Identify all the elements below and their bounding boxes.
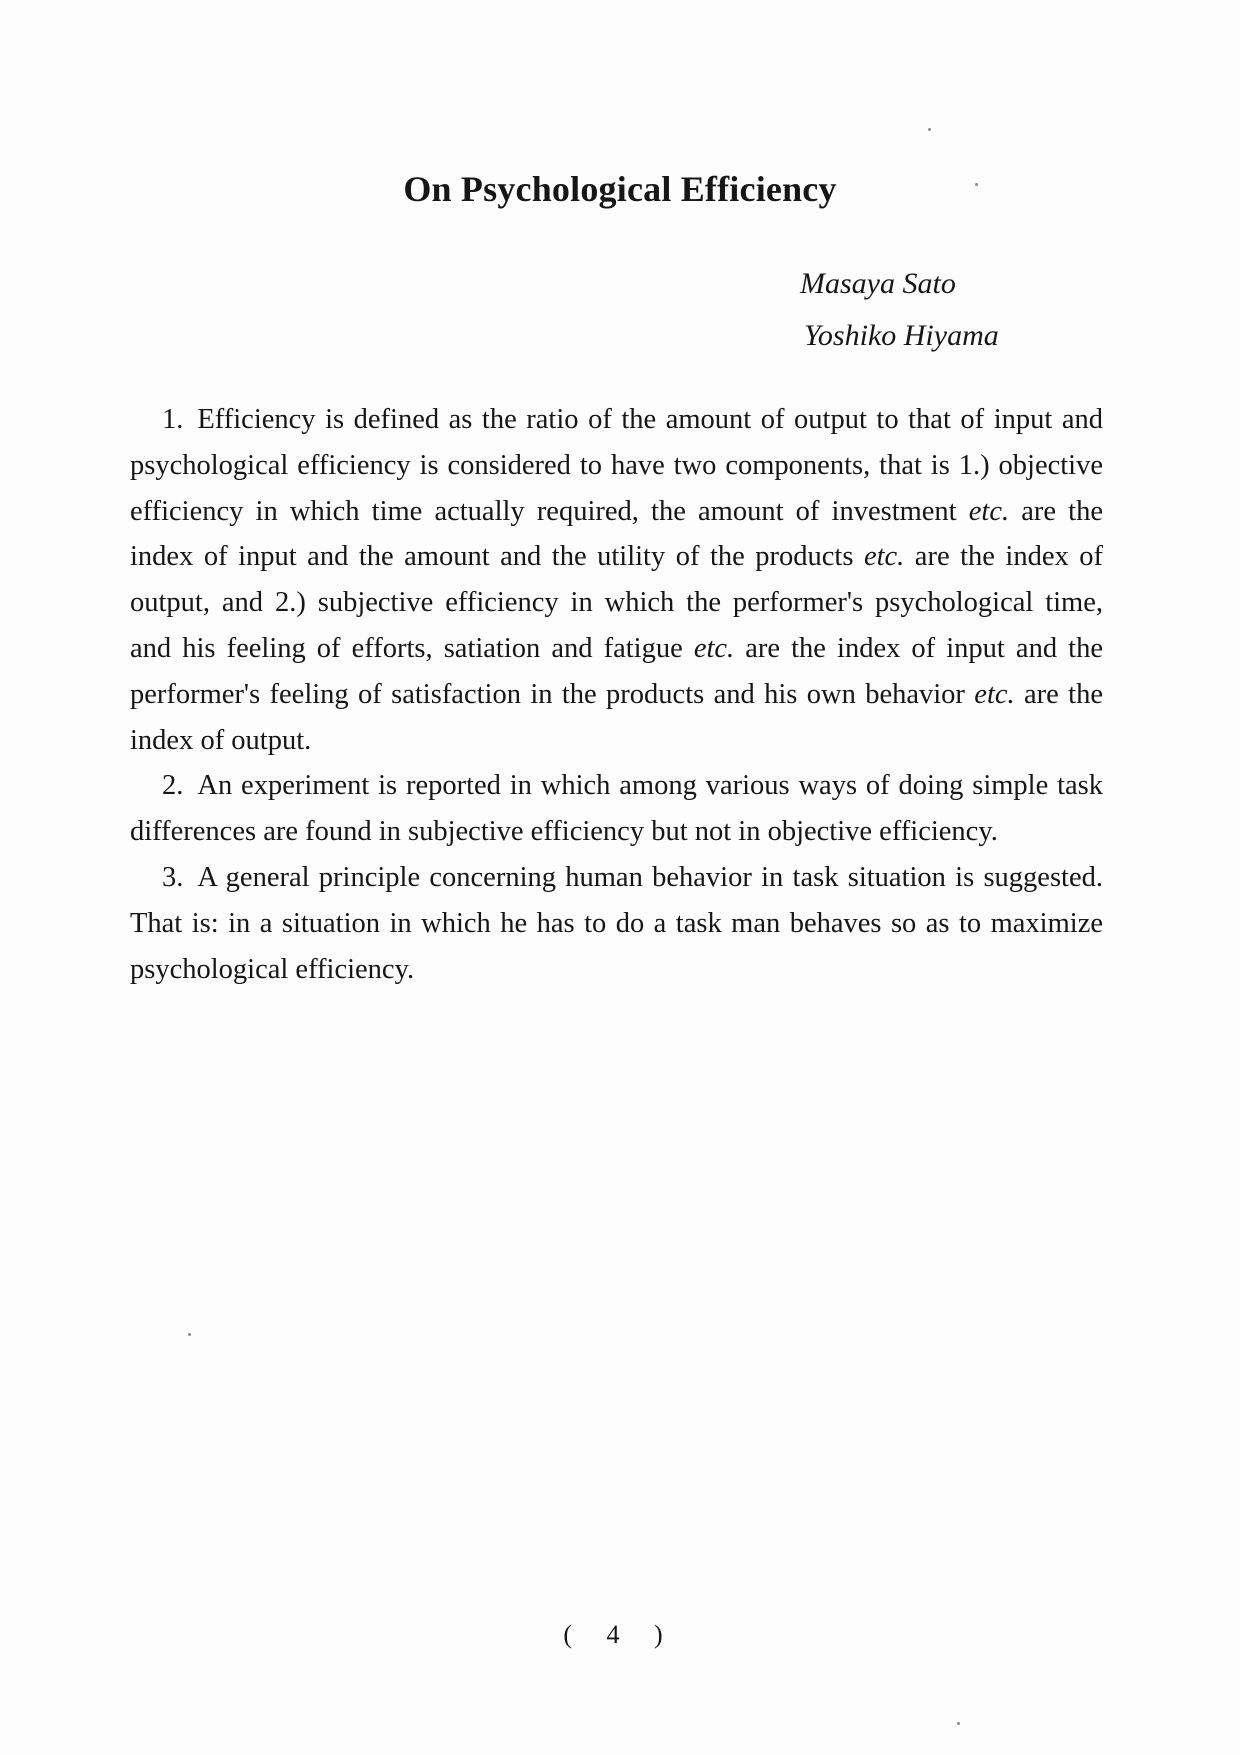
scan-speck	[928, 128, 931, 131]
author-list	[800, 258, 1100, 362]
abstract-body	[130, 397, 1103, 992]
paragraph-text: are the index of input and the amount and the utility of the products	[130, 495, 1103, 573]
paragraph-text: A general principle concerning human behavior in task situation is suggested. That is: in a situation in which he has to do a task man behaves so as to maximize psychological efficiency.	[130, 861, 1103, 985]
paragraph-text: are the index of input and the performer's feeling of satisfaction in the products and his own behavior	[130, 632, 1103, 710]
paragraph-text: Efficiency is defined as the ratio of the amount of output to that of input and psychological efficiency is considered to have two components, that is 1.) objective efficiency in which time actually required, the amount of investment	[130, 404, 1103, 527]
paragraph-text: An experiment is reported in which among various ways of doing simple task differences are found in subjective efficiency but not in objective efficiency.	[130, 770, 1103, 848]
numbered-paragraph	[130, 763, 1103, 855]
paragraph-text: are the index of output.	[130, 678, 1104, 756]
scan-speck	[957, 1722, 960, 1725]
italic-abbreviation: etc.	[693, 632, 735, 664]
page-number: ( 4 )	[563, 1620, 677, 1649]
numbered-paragraph	[130, 855, 1103, 992]
numbered-paragraph	[130, 397, 1103, 763]
italic-abbreviation: etc.	[974, 678, 1015, 710]
author-name: Yoshiko Hiyama	[804, 319, 999, 352]
paragraph-text: are the index of output, and 2.) subjective efficiency in which the performer's psychological time, and his feeling of efforts, satiation and fatigue	[130, 541, 1103, 664]
paragraph-number: 2.	[162, 770, 184, 802]
paragraph-number: 3.	[162, 861, 184, 893]
paragraph-number: 1.	[162, 404, 184, 435]
italic-abbreviation: etc.	[968, 495, 1010, 527]
italic-abbreviation: etc.	[863, 541, 905, 573]
scan-speck	[188, 1333, 191, 1336]
author-name: Masaya Sato	[800, 267, 956, 300]
paper-title: On Psychological Efficiency	[403, 169, 837, 209]
